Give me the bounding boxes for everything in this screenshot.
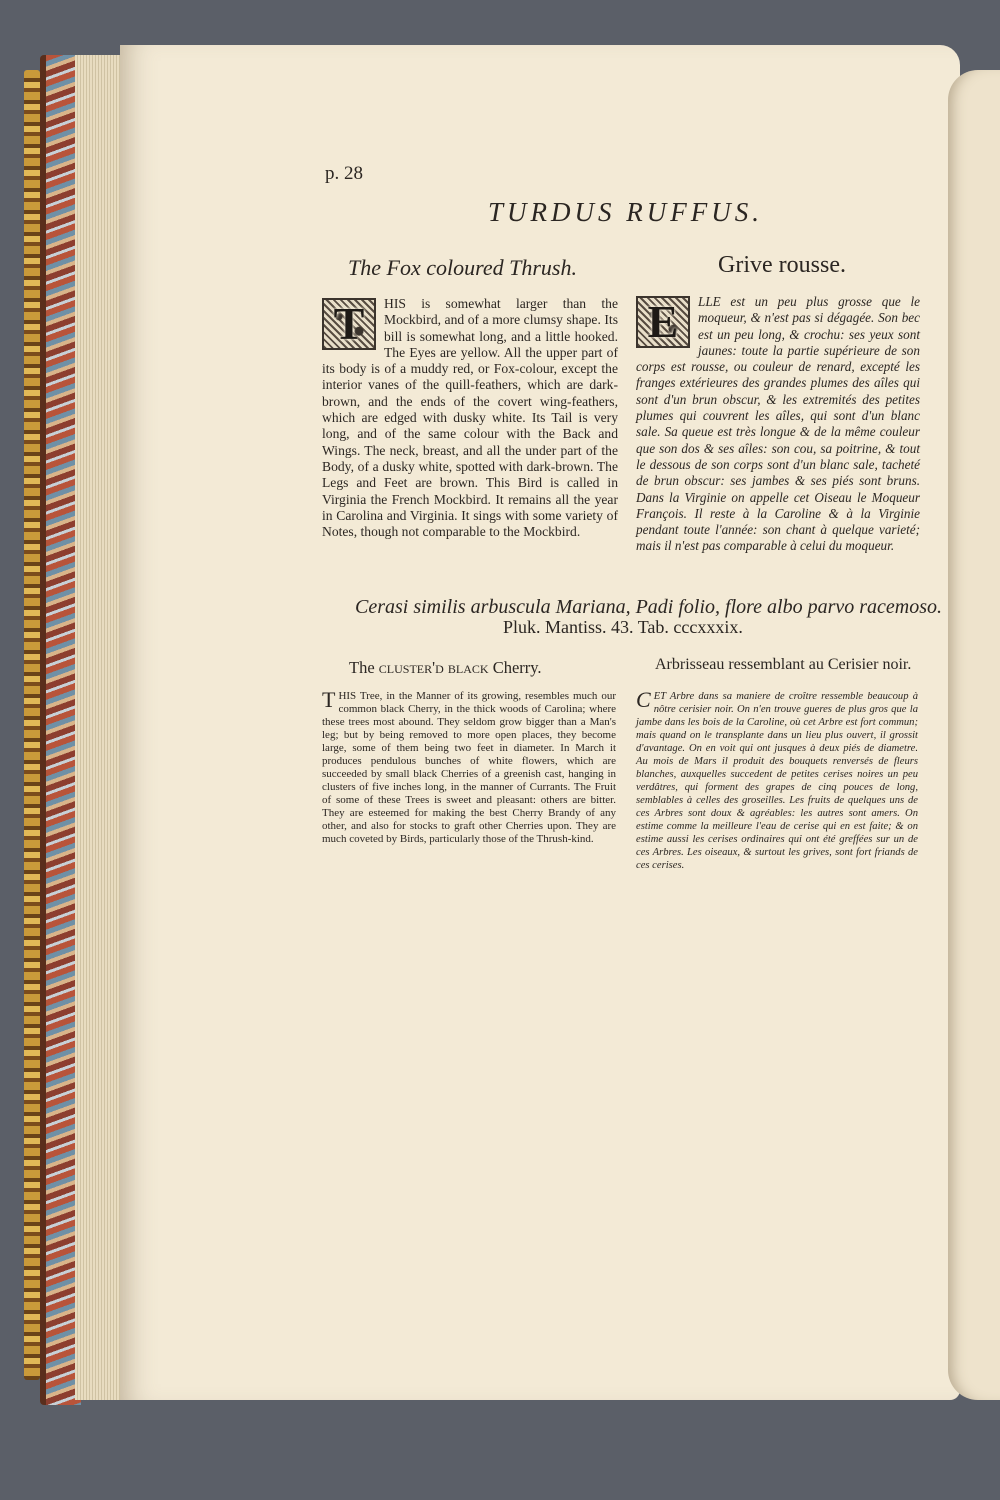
english-title: The Fox coloured Thrush. xyxy=(348,255,577,280)
cherry-title-caps: cluster'd black xyxy=(378,658,489,677)
english-body-text: HIS is somewhat larger than the Mockbird, and of a more clumsy shape. Its bill is somewhat long, and a little hooked. The Eyes are yellow. All the upper part of its body is of a muddy red, or Fox-colour, except the interior vanes of the quill-feathers, which are dark-brown, and the ends of the covert wing-feathers, which are edged with dusky white. Its Tail is very long, and of the same colour with the Back and Wings. The neck, breast, and all the under part of the Body, of a dusky white, spotted with dark-brown. The Legs and Feet are brown. This Bird is called in Virginia the French Mockbird. It remains all the year in Carolina and Virginia. It sings with some variety of Notes, though not comparable to the Mockbird. xyxy=(322,296,618,540)
cherry-french-description xyxy=(636,687,918,872)
french-description xyxy=(636,294,920,555)
cherry-english-body: HIS Tree, in the Manner of its growing, resembles much our common black Cherry, in the thick woods of Carolina; where these trees most abound. They seldom grow bigger than a Man's leg; but by being removed to more open places, they become large, some of them being two feet in diameter. In March it produces pendulous bunches of white flowers, which are succeeded by small black Cherries of a greenish cast, hanging in clusters of five inches long, in the manner of Currants. The Fruit of some of these Trees is sweet and pleasant: others are bitter. They are esteemed for making the best Cherry Brandy of any other, and also for stocks to graft other Cherries upon. They are much coveted by Birds, particularly those of the Thrush-kind. xyxy=(322,690,616,845)
english-description xyxy=(322,296,618,540)
page-reference: p. 28 xyxy=(325,163,363,184)
page-block-edge xyxy=(75,55,125,1400)
ornamental-dropcap-french: E xyxy=(636,296,690,348)
facing-page-edge xyxy=(948,70,1000,1400)
cherry-english-initial: T xyxy=(322,687,336,712)
gilt-edge xyxy=(24,70,40,1380)
cherry-english-description xyxy=(322,687,616,846)
cherry-french-body: ET Arbre dans sa maniere de croître ressemble beaucoup à nôtre cerisier noir. On n'en trouve gueres de plus gros que la jambe dans les bois de la Caroline, où cet Arbre est fort commun; mais quand on le transplante dans un lieu plus ouvert, il grossit d'avantage. On en voit qui ont jusques à deux piés de diametre. Au mois de Mars il produit des bouquets renversés de fleurs blanches, auxquelles succedent de petites cerises noires un peu verdâtres, qui forment des grapes de cinq pouces de long, semblables à celles des groseilles. Les fruits de quelques uns de ces Arbres sont doux & agréables: les autres sont amers. On estime comme la meilleure l'eau de cerise qui en est faite; & on estime aussi les cerises ordinaires qui ont été greffées sur un de ces Arbres. Les oiseaux, & surtout les grives, sont fort friands de ces cerises. xyxy=(636,691,918,871)
cherry-french-initial: C xyxy=(636,687,651,712)
cherry-french-title: Arbrisseau ressemblant au Cerisier noir. xyxy=(655,656,912,673)
cherry-title-end: Cherry. xyxy=(492,658,542,677)
latin-title: TURDUS RUFFUS. xyxy=(488,197,763,227)
plant-reference: Pluk. Mantiss. 43. Tab. cccxxxix. xyxy=(503,617,743,637)
plant-latin-name: Cerasi similis arbuscula Mariana, Padi folio, flore albo parvo racemoso. xyxy=(355,596,943,618)
ornamental-dropcap-english: T xyxy=(322,298,376,350)
cherry-title-the: The xyxy=(349,658,375,677)
french-title: Grive rousse. xyxy=(718,252,846,278)
french-body-text: LLE est un peu plus grosse que le moqueur, & n'est pas si dégagée. Son bec est un peu long, & crochu: ses yeux sont jaunes: toute la partie supérieure de son corps est rousse, ou couleur de renard, excepté les franges extérieures des grandes plumes des aîles qui sont d'un brun obscur, & les extremités des petites plumes qui couvrent les aîles, qui sont d'un blanc sale. Sa queue est très longue & de la même couleur que son dos & ses aîles: son cou, sa poitrine, & tout le dessous de son corps sont d'un blanc sale, tacheté de brun obscur: ses jambes & ses piés sont bruns. Dans la Virginie on appelle cet Oiseau le Moqueur François. Il reste à la Caroline & à la Virginie pendant toute l'année: son chant à quelque varieté; mais il n'est pas comparable à celui du moqueur. xyxy=(636,294,920,554)
cherry-english-title xyxy=(349,658,542,678)
